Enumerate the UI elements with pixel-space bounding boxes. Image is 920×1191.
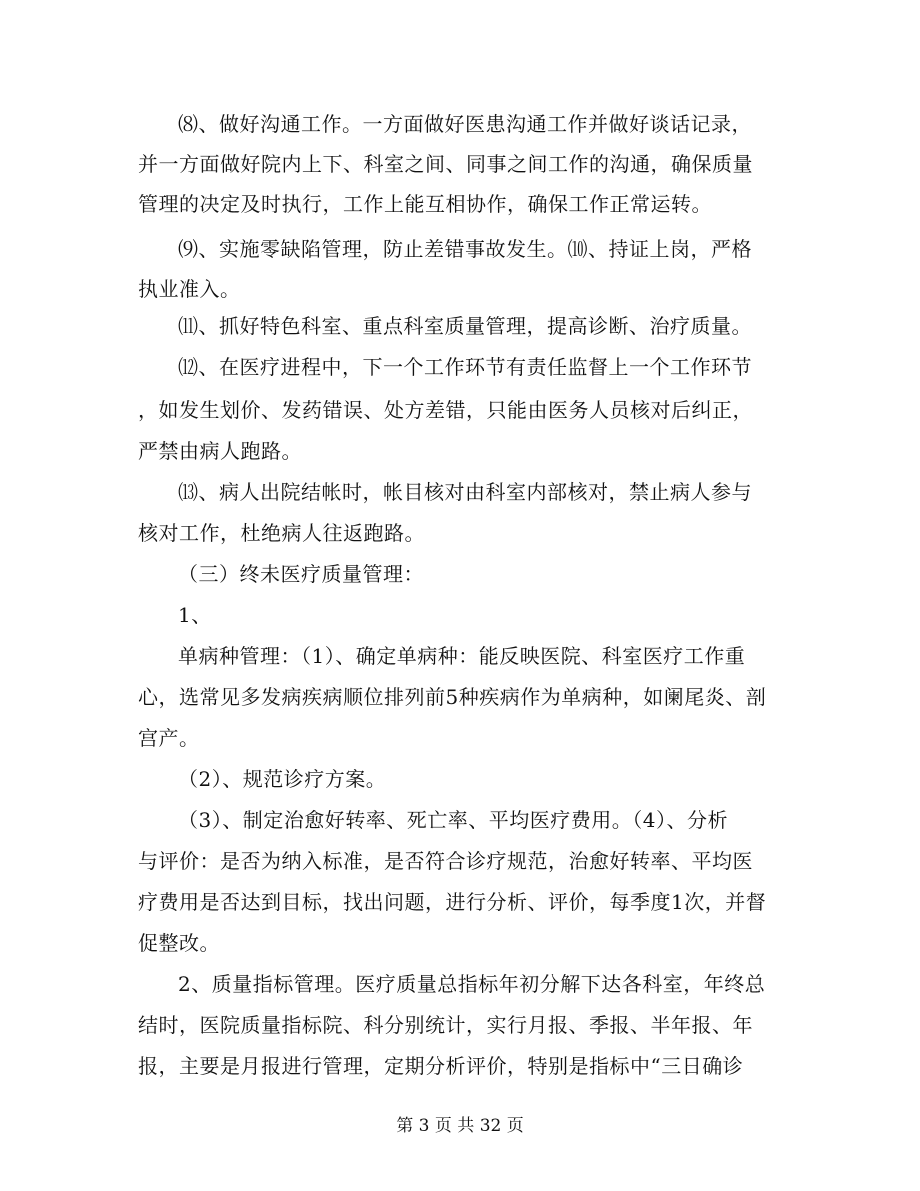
- text-line: 结时，医院质量指标院、科分别统计，实行月报、季报、半年报、年: [138, 1013, 753, 1037]
- text-line: ⑼、实施零缺陷管理，防止差错事故发生。⑽、持证上岗，严格: [178, 237, 752, 261]
- list-number: 1、: [178, 603, 212, 627]
- text-line: 并一方面做好院内上下、科室之间、同事之间工作的沟通，确保质量: [138, 152, 753, 176]
- text-line: 疗费用是否达到目标，找出问题，进行分析、评价，每季度1次，并督: [138, 890, 767, 914]
- text-line: 2、质量指标管理。医疗质量总指标年初分解下达各科室，年终总: [178, 972, 766, 996]
- text-line: 核对工作，杜绝病人往返跑路。: [138, 521, 425, 545]
- text-line: ⑾、抓好特色科室、重点科室质量管理，提高诊断、治疗质量。: [178, 314, 752, 338]
- text-line: 管理的决定及时执行，工作上能互相协作，确保工作正常运转。: [138, 192, 712, 216]
- text-line: 执业准入。: [138, 277, 241, 301]
- text-line: 报，主要是月报进行管理，定期分析评价，特别是指标中“三日确诊: [138, 1054, 744, 1078]
- text-line: ⑿、在医疗进程中，下一个工作环节有责任监督上一个工作环节: [178, 355, 752, 379]
- text-line: ，如发生划价、发药错误、处方差错，只能由医务人员核对后纠正，: [138, 398, 753, 422]
- text-line: 宫产。: [138, 726, 200, 750]
- text-line: （3）、制定治愈好转率、死亡率、平均医疗费用。（4）、分析: [178, 808, 728, 832]
- text-line: ⒀、病人出院结帐时，帐目核对由科室内部核对，禁止病人参与: [178, 480, 752, 504]
- text-line: 与评价：是否为纳入标准，是否符合诊疗规范，治愈好转率、平均医: [138, 849, 753, 873]
- text-line: 单病种管理：（1）、确定单病种：能反映医院、科室医疗工作重: [178, 644, 746, 668]
- text-line: ⑻、做好沟通工作。一方面做好医患沟通工作并做好谈话记录，: [178, 112, 752, 136]
- page-footer: 第 3 页 共 32 页: [396, 1116, 524, 1136]
- text-line: 严禁由病人跑路。: [138, 439, 302, 463]
- text-line: （2）、规范诊疗方案。: [178, 767, 387, 791]
- text-line: 心，选常见多发病疾病顺位排列前5种疾病作为单病种，如阑尾炎、剖: [138, 685, 767, 709]
- section-heading: （三）终未医疗质量管理：: [178, 562, 424, 586]
- text-line: 促整改。: [138, 931, 220, 955]
